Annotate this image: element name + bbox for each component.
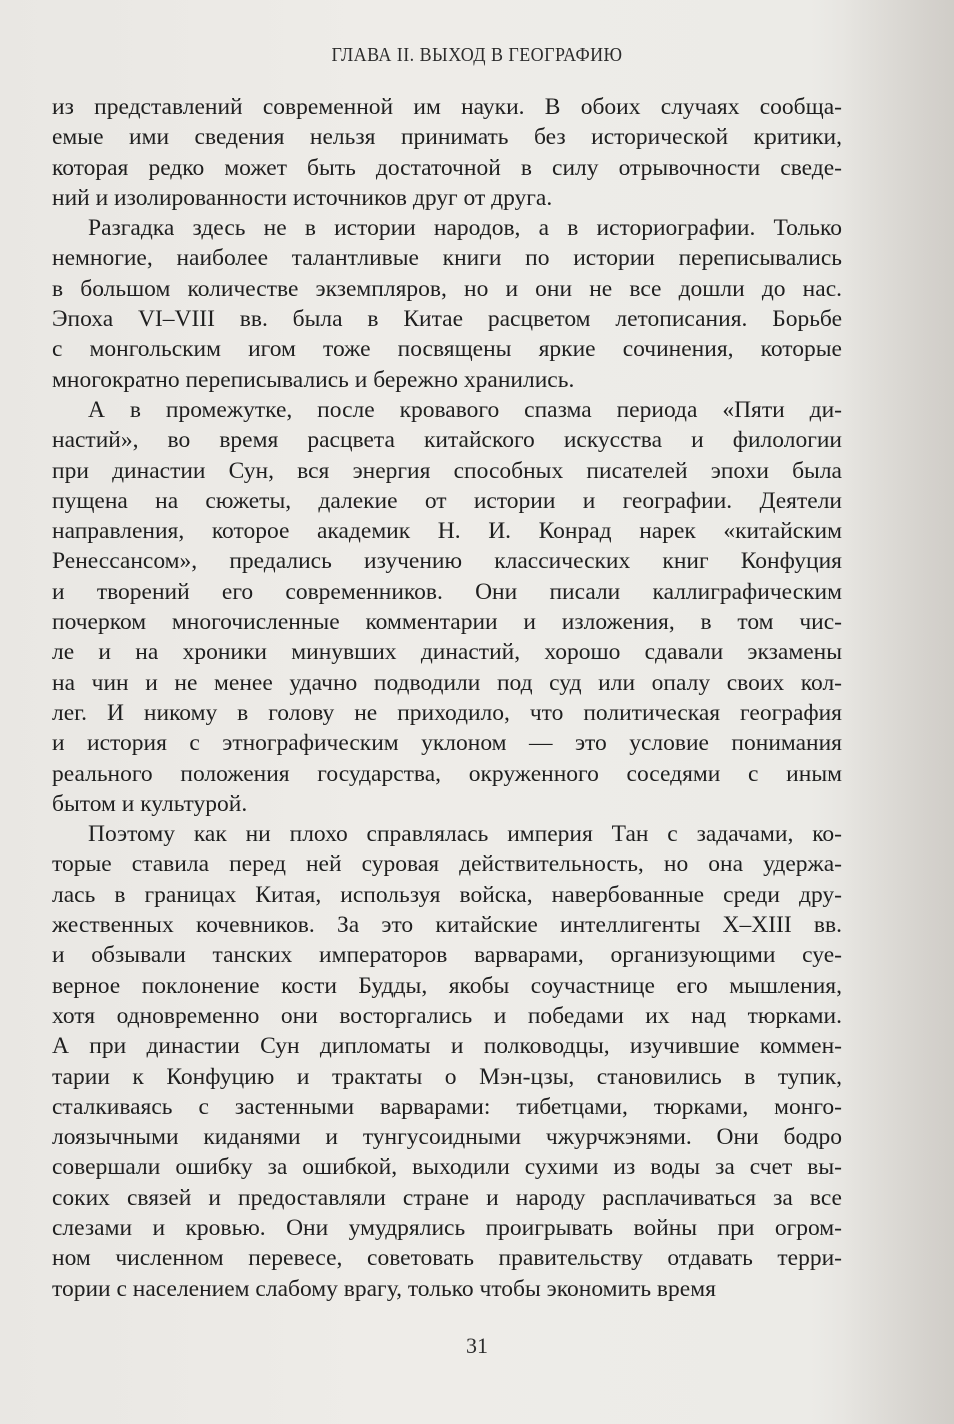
text-line: в большом количестве экземпляров, но и они не все дошли до нас. bbox=[52, 275, 842, 302]
text-line: тории с населением слабому врагу, только чтобы экономить время bbox=[52, 1275, 716, 1302]
text-line: лась в границах Китая, используя войска, навербованные среди дру- bbox=[52, 881, 842, 908]
facing-page-shadow bbox=[844, 0, 954, 1424]
text-line: которая редко может быть достаточной в силу отрывочности сведе- bbox=[52, 154, 842, 181]
text-line: пущена на сюжеты, далекие от истории и географии. Деятели bbox=[52, 487, 842, 514]
text-line: лег. И никому в голову не приходило, что политическая география bbox=[52, 699, 842, 726]
text-line: и история с этнографическим уклоном — это условие понимания bbox=[52, 730, 842, 757]
text-line: ном численном перевесе, советовать правительству отдавать терри- bbox=[52, 1245, 842, 1272]
paragraph bbox=[52, 395, 842, 819]
text-line: Поэтому как ни плохо справлялась империя Тан с задачами, ко- bbox=[88, 821, 842, 848]
text-line: соких связей и предоставляли стране и народу расплачиваться за все bbox=[52, 1184, 842, 1211]
text-line: А при династии Сун дипломаты и полководцы, изучившие коммен- bbox=[52, 1033, 842, 1060]
text-line: торые ставила перед ней суровая действительность, но она удержа- bbox=[52, 851, 842, 878]
text-line: направления, которое академик Н. И. Конрад нарек «китайским bbox=[52, 518, 842, 545]
text-line: на чин и не менее удачно подводили под суд или опалу своих кол- bbox=[52, 669, 842, 696]
text-line: слезами и кровью. Они умудрялись проигрывать войны при огром- bbox=[52, 1214, 842, 1241]
text-line: лоязычными киданями и тунгусоидными чжурчжэнями. Они бодро bbox=[52, 1124, 842, 1151]
body-text bbox=[52, 92, 842, 1304]
text-line: немногие, наиболее талантливые книги по истории переписывались bbox=[52, 245, 842, 272]
text-line: реального положения государства, окруженного соседями с иным bbox=[52, 760, 842, 787]
text-line: настий», во время расцвета китайского искусства и филологии bbox=[52, 427, 842, 454]
paragraph bbox=[52, 819, 842, 1304]
text-line: с монгольским игом тоже посвящены яркие сочинения, которые bbox=[52, 336, 842, 363]
text-line: Эпоха VI–VIII вв. была в Китае расцветом летописания. Борьбе bbox=[52, 306, 842, 333]
paragraph bbox=[52, 213, 842, 395]
text-line: ле и на хроники минувших династий, хорошо сдавали экзамены bbox=[52, 639, 842, 666]
text-line: Разгадка здесь не в истории народов, а в историографии. Только bbox=[88, 215, 842, 242]
text-line: сталкиваясь с застенными варварами: тибетцами, тюрками, монго- bbox=[52, 1093, 842, 1120]
paragraph bbox=[52, 92, 842, 213]
text-line: из представлений современной им науки. В обоих случаях сообща- bbox=[52, 94, 842, 120]
text-line: совершали ошибку за ошибкой, выходили сухими из воды за счет вы- bbox=[52, 1154, 842, 1181]
running-head: ГЛАВА II. ВЫХОД В ГЕОГРАФИЮ bbox=[331, 44, 623, 66]
page-number: 31 bbox=[466, 1333, 488, 1358]
text-line: жественных кочевников. За это китайские интеллигенты X–XIII вв. bbox=[52, 912, 842, 939]
text-line: при династии Сун, вся энергия способных писателей эпохи была bbox=[52, 457, 842, 484]
text-line: и обзывали танских императоров варварами, организующими суе- bbox=[52, 942, 842, 969]
text-line: многократно переписывались и бережно хранились. bbox=[52, 366, 575, 393]
text-line: почерком многочисленные комментарии и изложения, в том чис- bbox=[52, 609, 842, 636]
text-line: Ренессансом», предались изучению классических книг Конфуция bbox=[52, 548, 842, 575]
text-line: емые ими сведения нельзя принимать без исторической критики, bbox=[52, 124, 842, 151]
text-line: бытом и культурой. bbox=[52, 790, 248, 817]
text-line: ний и изолированности источников друг от друга. bbox=[52, 184, 553, 211]
text-line: хотя одновременно они восторгались и победами их над тюрками. bbox=[52, 1002, 842, 1029]
text-line: А в промежутке, после кровавого спазма периода «Пяти ди- bbox=[88, 396, 842, 423]
text-line: и творений его современников. Они писали каллиграфическим bbox=[52, 578, 842, 605]
text-line: верное поклонение кости Будды, якобы соучастнице его мышления, bbox=[52, 972, 842, 999]
text-line: тарии к Конфуцию и трактаты о Мэн-цзы, становились в тупик, bbox=[52, 1063, 842, 1090]
